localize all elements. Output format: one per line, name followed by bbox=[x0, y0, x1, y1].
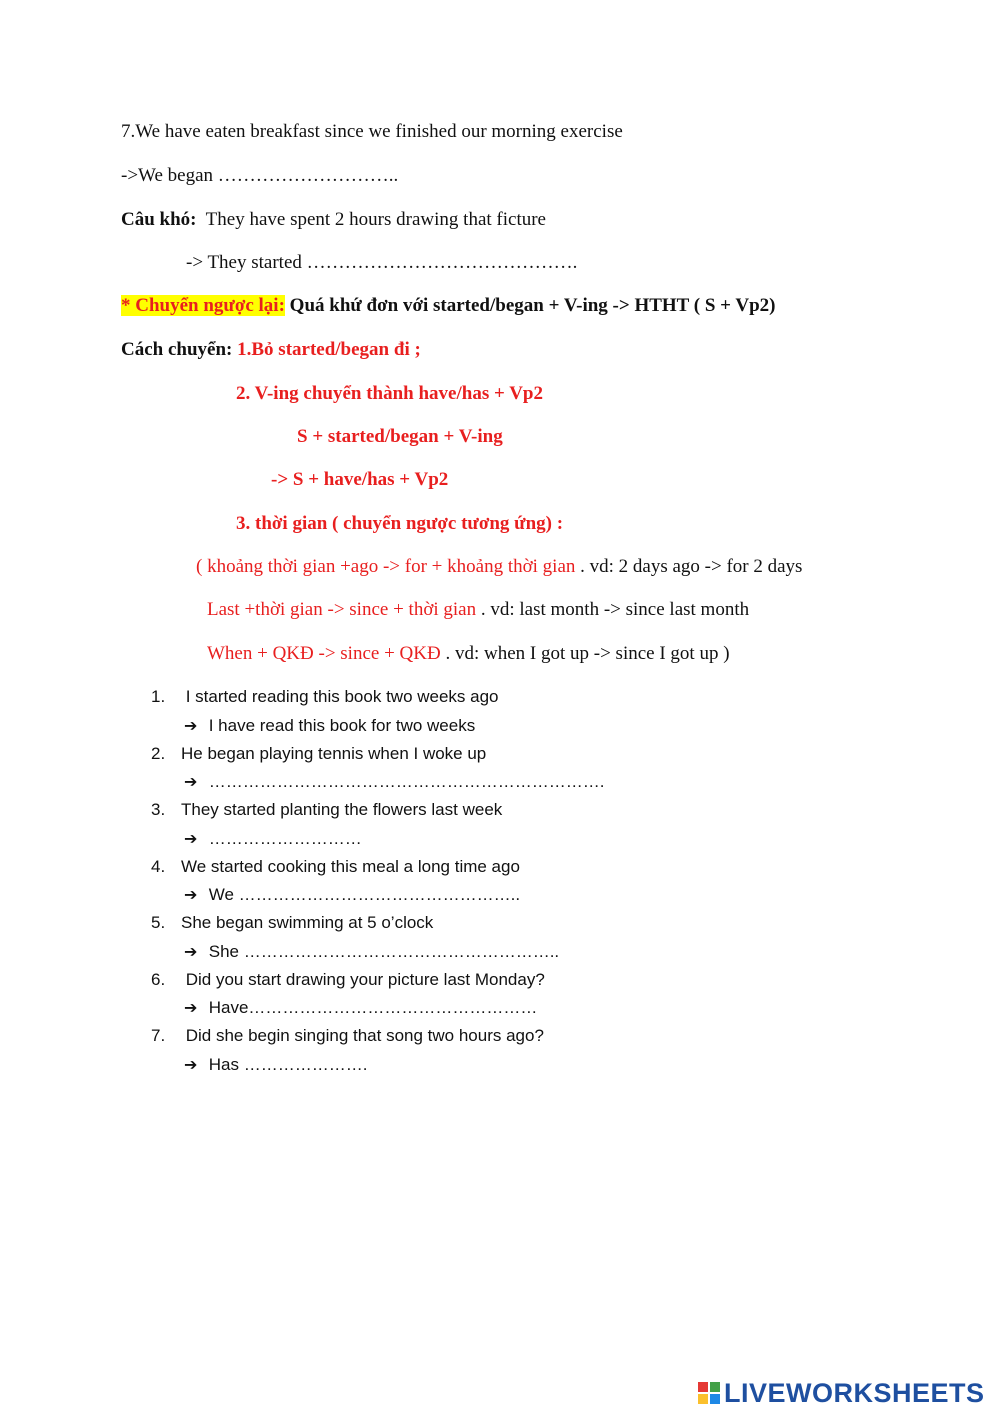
time-rule-3 bbox=[207, 643, 730, 665]
exercise-3-answer bbox=[184, 829, 362, 849]
reverse-rule bbox=[121, 295, 776, 317]
right-arrow-icon: ➔ bbox=[184, 944, 198, 961]
exercise-text: Did she begin singing that song two hours ago? bbox=[181, 1026, 544, 1045]
exercise-answer: I have read this book for two weeks bbox=[208, 716, 476, 735]
hard-answer: -> They started ……………………………………. bbox=[186, 252, 578, 273]
logo-square-red bbox=[698, 1382, 708, 1392]
exercise-3-question bbox=[151, 800, 502, 820]
logo-grid-icon bbox=[698, 1382, 720, 1404]
time-rule-3-red: When + QKĐ -> since + QKĐ bbox=[207, 643, 441, 664]
exercise-answer[interactable]: ……………………………………………………………. bbox=[208, 772, 605, 791]
exercise-text: They started planting the flowers last week bbox=[181, 800, 503, 819]
exercise-answer[interactable]: Has …………………. bbox=[208, 1055, 368, 1074]
exercise-number: 6. bbox=[151, 970, 166, 989]
exercise-6-answer bbox=[184, 998, 537, 1018]
exercise-number: 3. bbox=[151, 800, 166, 819]
right-arrow-icon: ➔ bbox=[184, 1057, 198, 1074]
exercise-number: 1. bbox=[151, 687, 166, 706]
exercise-answer[interactable]: ……………………… bbox=[208, 829, 362, 848]
exercise-1-answer bbox=[184, 716, 475, 736]
reverse-text: Quá khứ đơn với started/began + V-ing -> HTHT ( S + Vp2) bbox=[289, 295, 776, 316]
question-7-text: 7.We have eaten breakfast since we finished our morning exercise bbox=[121, 121, 623, 142]
hard-text: They have spent 2 hours drawing that ficture bbox=[205, 209, 546, 230]
liveworksheets-logo[interactable] bbox=[698, 1378, 985, 1408]
exercise-4-question bbox=[151, 857, 520, 877]
method-step-1: 1.Bỏ started/began đi ; bbox=[237, 339, 421, 360]
right-arrow-icon: ➔ bbox=[184, 718, 198, 735]
exercise-2-answer bbox=[184, 772, 604, 792]
right-arrow-icon: ➔ bbox=[184, 887, 198, 904]
exercise-text: We started cooking this meal a long time ago bbox=[181, 857, 520, 876]
formula-1: S + started/began + V-ing bbox=[297, 426, 503, 447]
time-rule-1 bbox=[196, 556, 802, 578]
exercise-number: 4. bbox=[151, 857, 166, 876]
exercise-7-question bbox=[151, 1026, 544, 1046]
logo-square-green bbox=[710, 1382, 720, 1392]
right-arrow-icon: ➔ bbox=[184, 831, 198, 848]
logo-text: LIVEWORKSHEETS bbox=[724, 1377, 985, 1408]
exercise-number: 5. bbox=[151, 913, 166, 932]
exercise-answer[interactable]: We ………………………………………….. bbox=[208, 885, 521, 904]
hard-label: Câu khó: bbox=[121, 209, 197, 230]
logo-square-yellow bbox=[698, 1394, 708, 1404]
time-rule-2-red: Last +thời gian -> since + thời gian bbox=[207, 599, 477, 620]
exercise-answer[interactable]: Have…………………………………………… bbox=[208, 998, 538, 1017]
exercise-1-question bbox=[151, 687, 499, 707]
exercise-text: Did you start drawing your picture last Monday? bbox=[181, 970, 545, 989]
logo-square-blue bbox=[710, 1394, 720, 1404]
exercise-answer[interactable]: She ……………………………………………….. bbox=[208, 942, 560, 961]
exercise-text: He began playing tennis when I woke up bbox=[181, 744, 487, 763]
time-rule-1-example: . vd: 2 days ago -> for 2 days bbox=[575, 556, 803, 577]
exercise-number: 2. bbox=[151, 744, 166, 763]
right-arrow-icon: ➔ bbox=[184, 774, 198, 791]
question-7-answer: ->We began ……………………….. bbox=[121, 165, 399, 186]
method-label: Cách chuyển: bbox=[121, 339, 233, 360]
right-arrow-icon: ➔ bbox=[184, 1000, 198, 1017]
time-rule-3-example: . vd: when I got up -> since I got up ) bbox=[440, 643, 730, 664]
exercise-6-question bbox=[151, 970, 545, 990]
time-rule-2 bbox=[207, 599, 749, 621]
method-step-3: 3. thời gian ( chuyển ngược tương ứng) : bbox=[236, 513, 564, 534]
reverse-label: * Chuyển ngược lại: bbox=[121, 295, 285, 316]
time-rule-2-example: . vd: last month -> since last month bbox=[476, 599, 750, 620]
exercise-7-answer bbox=[184, 1055, 367, 1075]
exercise-4-answer bbox=[184, 885, 520, 905]
hard-question bbox=[121, 209, 546, 231]
exercise-2-question bbox=[151, 744, 486, 764]
exercise-5-answer bbox=[184, 942, 559, 962]
formula-2: -> S + have/has + Vp2 bbox=[271, 469, 449, 490]
exercise-5-question bbox=[151, 913, 433, 933]
exercise-text: I started reading this book two weeks ago bbox=[181, 687, 499, 706]
time-rule-1-red: ( khoảng thời gian +ago -> for + khoảng thời gian bbox=[196, 556, 576, 577]
method-line bbox=[121, 339, 421, 361]
method-step-2: 2. V-ing chuyển thành have/has + Vp2 bbox=[236, 383, 543, 404]
exercise-text: She began swimming at 5 o’clock bbox=[181, 913, 434, 932]
exercise-number: 7. bbox=[151, 1026, 166, 1045]
